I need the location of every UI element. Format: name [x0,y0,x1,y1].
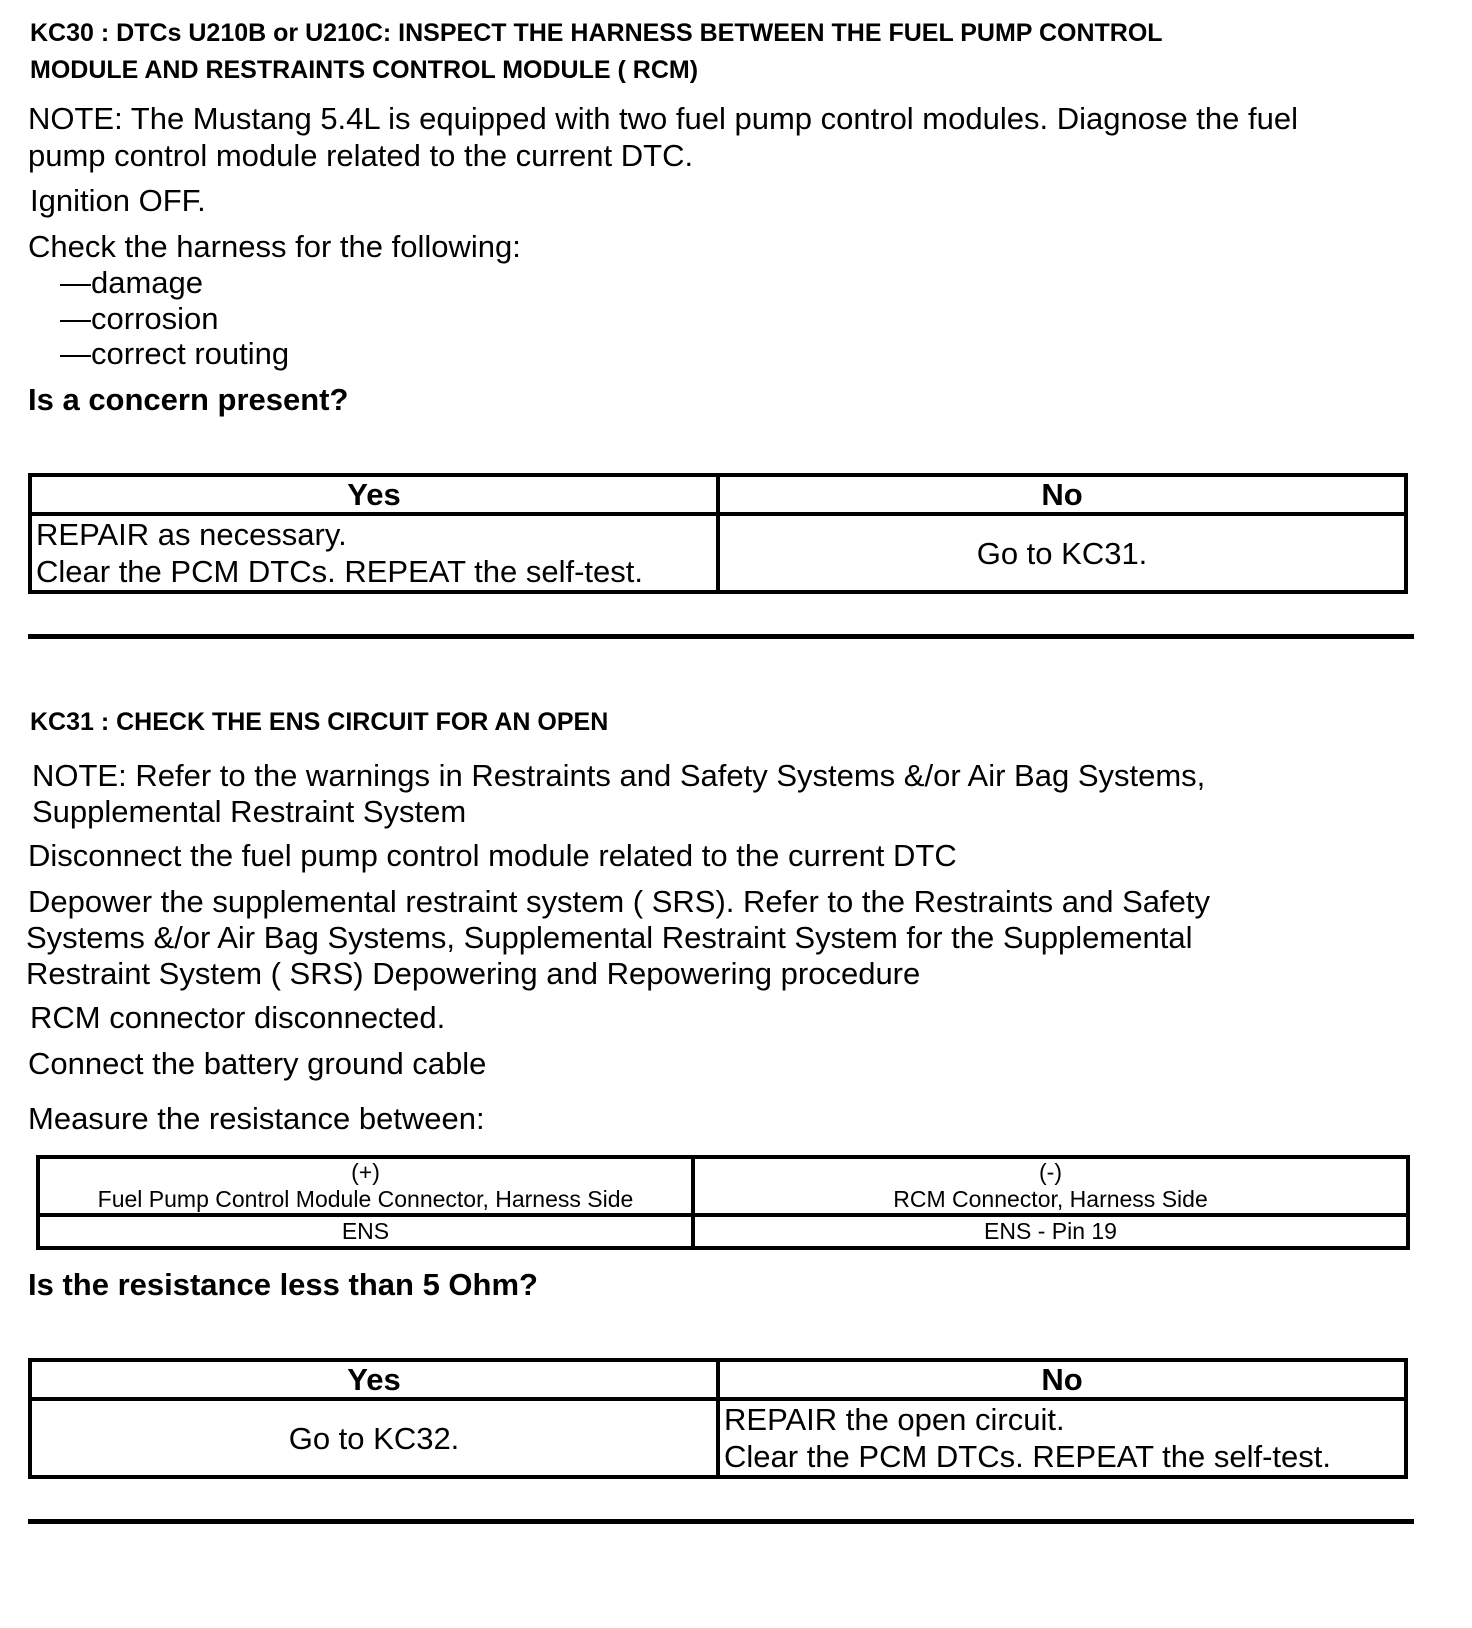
kc31-measurement-table [36,1155,1410,1250]
kc30-check-intro: Check the harness for the following: [28,229,521,264]
kc30-check-item-routing: —correct routing [60,336,290,371]
kc31-positive-symbol: (+) [351,1159,380,1185]
kc31-rcm-disconnected: RCM connector disconnected. [30,1000,446,1035]
kc30-heading-line2: MODULE AND RESTRAINTS CONTROL MODULE ( RCM) [30,56,699,84]
kc31-note-line2: Supplemental Restraint System [32,794,467,829]
kc31-negative-header [693,1157,1408,1215]
section-divider-1 [28,634,1414,639]
kc31-decision-table [28,1358,1408,1479]
kc30-note-line2: pump control module related to the current DTC. [28,138,694,173]
kc31-no-line1: REPAIR the open circuit. [724,1402,1065,1437]
kc31-positive-label: Fuel Pump Control Module Connector, Harness Side [97,1186,634,1212]
kc31-measure-intro: Measure the resistance between: [28,1101,485,1136]
kc31-note-line1: NOTE: Refer to the warnings in Restraints and Safety Systems &/or Air Bag Systems, [32,758,1206,793]
kc31-depower-line3: Restraint System ( SRS) Depowering and Repowering procedure [26,956,921,991]
kc31-no-header: No [718,1360,1406,1399]
kc30-question: Is a concern present? [28,382,349,417]
kc31-negative-value: ENS - Pin 19 [693,1215,1408,1248]
kc31-heading: KC31 : CHECK THE ENS CIRCUIT FOR AN OPEN [30,708,609,736]
kc30-no-header: No [718,475,1406,514]
kc31-positive-value: ENS [38,1215,693,1248]
kc30-no-cell [718,514,1406,592]
kc30-ignition-off: Ignition OFF. [30,183,206,218]
kc31-no-line2: Clear the PCM DTCs. REPEAT the self-test. [724,1439,1331,1474]
kc31-negative-symbol: (-) [1039,1159,1062,1185]
kc31-connect-battery: Connect the battery ground cable [28,1046,487,1081]
kc31-yes-header: Yes [30,1360,718,1399]
kc31-question: Is the resistance less than 5 Ohm? [28,1267,538,1302]
kc31-depower-line2: Systems &/or Air Bag Systems, Supplemental Restraint System for the Supplemental [26,920,1193,955]
kc31-yes-text: Go to KC32. [288,1420,460,1456]
kc30-note-line1: NOTE: The Mustang 5.4L is equipped with two fuel pump control modules. Diagnose the fuel [28,101,1298,136]
kc30-yes-line1: REPAIR as necessary. [36,517,347,552]
kc31-positive-header [38,1157,693,1215]
kc31-yes-cell [30,1399,718,1477]
kc31-depower-line1: Depower the supplemental restraint system ( SRS). Refer to the Restraints and Safety [28,884,1210,919]
kc30-yes-header: Yes [30,475,718,514]
kc30-check-item-damage: —damage [60,265,204,300]
kc31-disconnect-module: Disconnect the fuel pump control module related to the current DTC [28,838,957,873]
kc30-decision-table [28,473,1408,594]
kc30-heading-line1: KC30 : DTCs U210B or U210C: INSPECT THE HARNESS BETWEEN THE FUEL PUMP CONTROL [30,19,1163,47]
kc31-no-cell [718,1399,1406,1477]
kc30-no-text: Go to KC31. [976,535,1148,571]
section-divider-2 [28,1519,1414,1524]
kc30-yes-cell [30,514,718,592]
kc30-check-item-corrosion: —corrosion [60,301,219,336]
kc31-negative-label: RCM Connector, Harness Side [893,1186,1208,1212]
kc30-yes-line2: Clear the PCM DTCs. REPEAT the self-test. [36,554,643,589]
